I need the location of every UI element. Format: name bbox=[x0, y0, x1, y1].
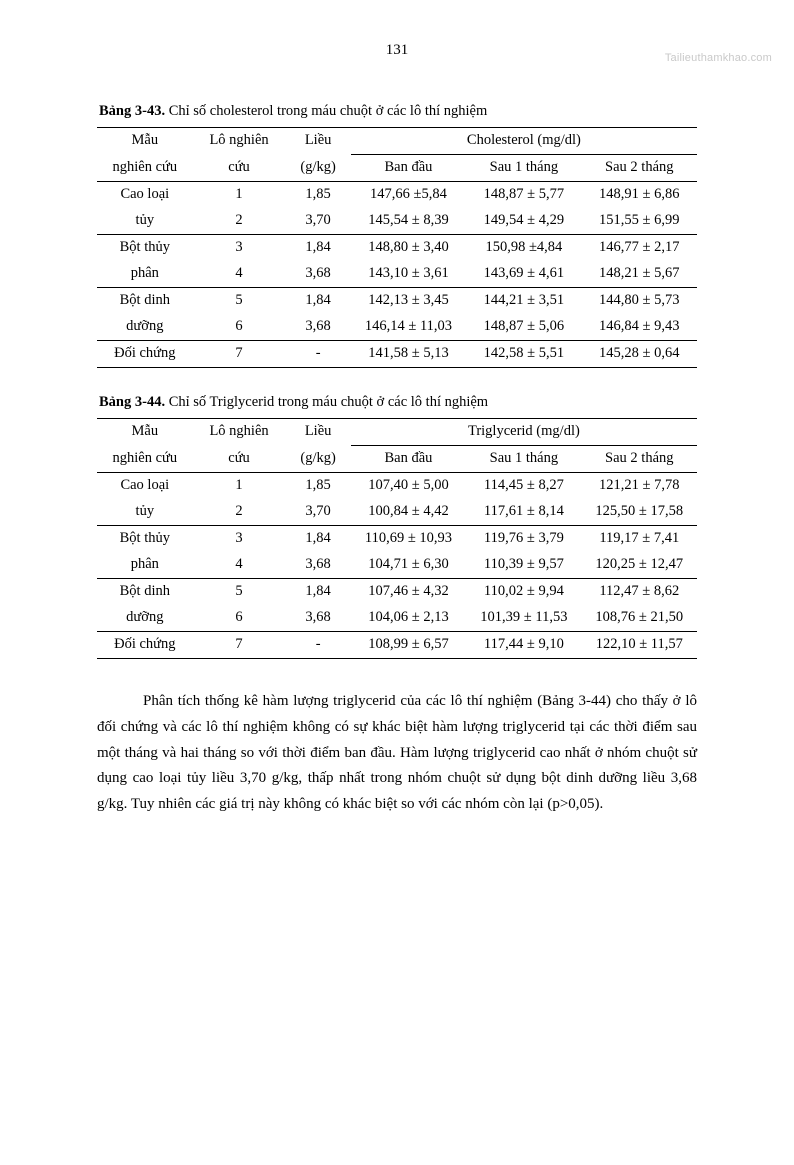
table-row bbox=[97, 473, 697, 500]
header-lieu-line2: (g/kg) bbox=[285, 155, 350, 182]
header-lieu-line2: (g/kg) bbox=[285, 446, 350, 473]
body-paragraph: Phân tích thống kê hàm lượng triglycerid của các lô thí nghiệm (Bảng 3-44) cho thấy ở lô đối chứng và các lô thí nghiệm không có sự khác biệt hàm lượng triglycerid tại các thời điểm sau một tháng và hai tháng so với thời điểm ban đầu. Hàm lượng triglycerid cao nhất ở nhóm chuột sử dụng cao loại tủy liều 3,70 g/kg, thấp nhất trong nhóm chuột sử dụng bột dinh dưỡng liều 3,68 g/kg. Tuy nhiên các giá trị này không có khác biệt so với các nhóm còn lại (p>0,05). bbox=[97, 693, 697, 813]
cell-sau-1-thang: 117,44 ± 9,10 bbox=[466, 632, 581, 659]
header-lo-line1: Lô nghiên bbox=[193, 128, 286, 155]
cell-ban-dau: 110,69 ± 10,93 bbox=[364, 530, 453, 546]
header-mau-line1: Mẫu bbox=[97, 419, 193, 446]
header-lo-line2: cứu bbox=[193, 155, 286, 182]
header-mau-line2: nghiên cứu bbox=[97, 446, 193, 473]
cell-sau-2-thang: 145,28 ± 0,64 bbox=[582, 341, 697, 368]
table-caption-label: Bảng 3-43. bbox=[99, 103, 166, 119]
cell-mau: Cao loại bbox=[120, 477, 170, 493]
cell-lo: 7 bbox=[193, 632, 286, 659]
cell-sau-1-thang: 110,02 ± 9,94 bbox=[483, 583, 564, 599]
table-header-row-1 bbox=[97, 128, 697, 155]
table-row bbox=[97, 632, 697, 659]
cell-mau: phân bbox=[97, 261, 193, 288]
cell-lieu: - bbox=[285, 632, 350, 659]
table-header-row-2 bbox=[97, 446, 697, 473]
cell-sau-2-thang: 146,77 ± 2,17 bbox=[599, 239, 680, 255]
cell-lo: 1 bbox=[235, 186, 243, 202]
header-sub-sau-1-thang: Sau 1 tháng bbox=[466, 446, 581, 473]
cell-lieu: 1,84 bbox=[305, 239, 331, 255]
table-row bbox=[97, 526, 697, 553]
cell-sau-1-thang: 148,87 ± 5,77 bbox=[483, 186, 565, 202]
cell-sau-2-thang: 144,80 ± 5,73 bbox=[599, 292, 680, 308]
table-caption-cholesterol bbox=[99, 103, 697, 120]
cell-mau: phân bbox=[97, 552, 193, 579]
cell-sau-2-thang: 148,91 ± 6,86 bbox=[599, 186, 680, 202]
cell-lo: 1 bbox=[235, 477, 243, 493]
cell-lo: 3 bbox=[235, 530, 243, 546]
cell-mau: Bột thủy bbox=[119, 530, 170, 546]
cell-sau-2-thang: 122,10 ± 11,57 bbox=[582, 632, 697, 659]
cell-sau-1-thang: 110,39 ± 9,57 bbox=[466, 552, 581, 579]
table-row bbox=[97, 182, 697, 209]
cell-sau-2-thang: 108,76 ± 21,50 bbox=[582, 605, 697, 632]
cell-mau: Đối chứng bbox=[97, 632, 193, 659]
cell-sau-2-thang: 146,84 ± 9,43 bbox=[582, 314, 697, 341]
cell-sau-2-thang: 121,21 ± 7,78 bbox=[599, 477, 680, 493]
table-caption-label: Bảng 3-44. bbox=[99, 394, 166, 410]
cell-ban-dau: 108,99 ± 6,57 bbox=[351, 632, 466, 659]
table-row bbox=[97, 552, 697, 579]
table-caption-triglycerid bbox=[99, 394, 697, 411]
header-lo-line2: cứu bbox=[193, 446, 286, 473]
cell-lieu: 1,84 bbox=[305, 530, 331, 546]
cell-lieu: 3,70 bbox=[285, 499, 350, 526]
header-group-cholesterol: Cholesterol (mg/dl) bbox=[351, 128, 697, 155]
table-header-row-1 bbox=[97, 419, 697, 446]
cell-sau-2-thang: 148,21 ± 5,67 bbox=[582, 261, 697, 288]
cell-sau-2-thang: 119,17 ± 7,41 bbox=[599, 530, 680, 546]
cell-ban-dau: 104,71 ± 6,30 bbox=[351, 552, 466, 579]
cell-lo: 5 bbox=[235, 583, 243, 599]
cell-mau: Bột dinh bbox=[119, 292, 170, 308]
cell-ban-dau: 148,80 ± 3,40 bbox=[368, 239, 449, 255]
cell-sau-1-thang: 101,39 ± 11,53 bbox=[466, 605, 581, 632]
cell-lo: 4 bbox=[193, 552, 286, 579]
table-row bbox=[97, 579, 697, 606]
cell-mau: Bột thủy bbox=[119, 239, 170, 255]
table-row bbox=[97, 499, 697, 526]
cell-lieu: 3,68 bbox=[285, 261, 350, 288]
cell-sau-1-thang: 142,58 ± 5,51 bbox=[466, 341, 581, 368]
cell-lo: 4 bbox=[193, 261, 286, 288]
table-row bbox=[97, 208, 697, 235]
cell-lo: 7 bbox=[193, 341, 286, 368]
section-spacer bbox=[97, 659, 697, 689]
table-row bbox=[97, 235, 697, 262]
cell-sau-2-thang: 151,55 ± 6,99 bbox=[582, 208, 697, 235]
table-caption-text: Chỉ số cholesterol trong máu chuột ở các lô thí nghiệm bbox=[165, 103, 488, 119]
table-caption-text: Chỉ số Triglycerid trong máu chuột ở các lô thí nghiệm bbox=[165, 394, 489, 410]
cell-lieu: 1,85 bbox=[305, 186, 331, 202]
header-sub-ban-dau: Ban đầu bbox=[351, 446, 466, 473]
cell-mau: dưỡng bbox=[97, 605, 193, 632]
cell-sau-1-thang: 150,98 ±4,84 bbox=[485, 239, 563, 255]
cholesterol-table bbox=[97, 127, 697, 368]
cell-ban-dau: 146,14 ± 11,03 bbox=[351, 314, 466, 341]
cell-lieu: - bbox=[285, 341, 350, 368]
header-lo-line1: Lô nghiên bbox=[193, 419, 286, 446]
table-header-row-2 bbox=[97, 155, 697, 182]
cell-ban-dau: 141,58 ± 5,13 bbox=[351, 341, 466, 368]
cell-mau: Đối chứng bbox=[97, 341, 193, 368]
cell-sau-1-thang: 149,54 ± 4,29 bbox=[466, 208, 581, 235]
table-row bbox=[97, 314, 697, 341]
table-row bbox=[97, 341, 697, 368]
cell-lo: 5 bbox=[235, 292, 243, 308]
cell-lieu: 3,68 bbox=[285, 314, 350, 341]
site-watermark: Tailieuthamkhao.com bbox=[664, 52, 772, 64]
cell-sau-1-thang: 119,76 ± 3,79 bbox=[483, 530, 564, 546]
cell-ban-dau: 100,84 ± 4,42 bbox=[351, 499, 466, 526]
cell-mau: tủy bbox=[97, 499, 193, 526]
triglycerid-table bbox=[97, 418, 697, 659]
cell-sau-1-thang: 143,69 ± 4,61 bbox=[466, 261, 581, 288]
header-lieu-line1: Liều bbox=[285, 419, 350, 446]
cell-lieu: 3,68 bbox=[285, 605, 350, 632]
table-row bbox=[97, 261, 697, 288]
header-sub-sau-2-thang: Sau 2 tháng bbox=[582, 446, 697, 473]
cell-sau-1-thang: 144,21 ± 3,51 bbox=[483, 292, 565, 308]
cell-sau-1-thang: 114,45 ± 8,27 bbox=[483, 477, 564, 493]
cell-lo: 6 bbox=[193, 314, 286, 341]
cell-ban-dau: 143,10 ± 3,61 bbox=[351, 261, 466, 288]
cell-mau: dưỡng bbox=[97, 314, 193, 341]
table-row bbox=[97, 288, 697, 315]
cell-ban-dau: 145,54 ± 8,39 bbox=[351, 208, 466, 235]
cell-lo: 6 bbox=[193, 605, 286, 632]
cell-lo: 3 bbox=[235, 239, 243, 255]
header-mau-line1: Mẫu bbox=[97, 128, 193, 155]
document-content bbox=[97, 59, 697, 818]
page-number: 131 bbox=[385, 42, 409, 58]
cell-lieu: 3,68 bbox=[285, 552, 350, 579]
cell-mau: Bột dinh bbox=[119, 583, 170, 599]
cell-lieu: 1,84 bbox=[305, 292, 331, 308]
table-row bbox=[97, 605, 697, 632]
cell-ban-dau: 107,46 ± 4,32 bbox=[368, 583, 449, 599]
cell-ban-dau: 142,13 ± 3,45 bbox=[368, 292, 449, 308]
cell-ban-dau: 107,40 ± 5,00 bbox=[368, 477, 449, 493]
cell-sau-2-thang: 112,47 ± 8,62 bbox=[599, 583, 680, 599]
cell-lieu: 1,85 bbox=[305, 477, 331, 493]
header-sub-ban-dau: Ban đầu bbox=[351, 155, 466, 182]
cell-ban-dau: 104,06 ± 2,13 bbox=[351, 605, 466, 632]
header-sub-sau-2-thang: Sau 2 tháng bbox=[582, 155, 697, 182]
header-lieu-line1: Liều bbox=[285, 128, 350, 155]
header-group-triglycerid: Triglycerid (mg/dl) bbox=[351, 419, 697, 446]
cell-sau-2-thang: 125,50 ± 17,58 bbox=[582, 499, 697, 526]
section-spacer bbox=[97, 368, 697, 394]
cell-ban-dau: 147,66 ±5,84 bbox=[370, 186, 447, 202]
cell-sau-1-thang: 117,61 ± 8,14 bbox=[466, 499, 581, 526]
cell-lieu: 3,70 bbox=[285, 208, 350, 235]
cell-mau: Cao loại bbox=[120, 186, 170, 202]
cell-lieu: 1,84 bbox=[305, 583, 331, 599]
header-sub-sau-1-thang: Sau 1 tháng bbox=[466, 155, 581, 182]
cell-mau: tủy bbox=[97, 208, 193, 235]
cell-lo: 2 bbox=[193, 208, 286, 235]
header-mau-line2: nghiên cứu bbox=[97, 155, 193, 182]
cell-sau-2-thang: 120,25 ± 12,47 bbox=[582, 552, 697, 579]
cell-lo: 2 bbox=[193, 499, 286, 526]
cell-sau-1-thang: 148,87 ± 5,06 bbox=[466, 314, 581, 341]
